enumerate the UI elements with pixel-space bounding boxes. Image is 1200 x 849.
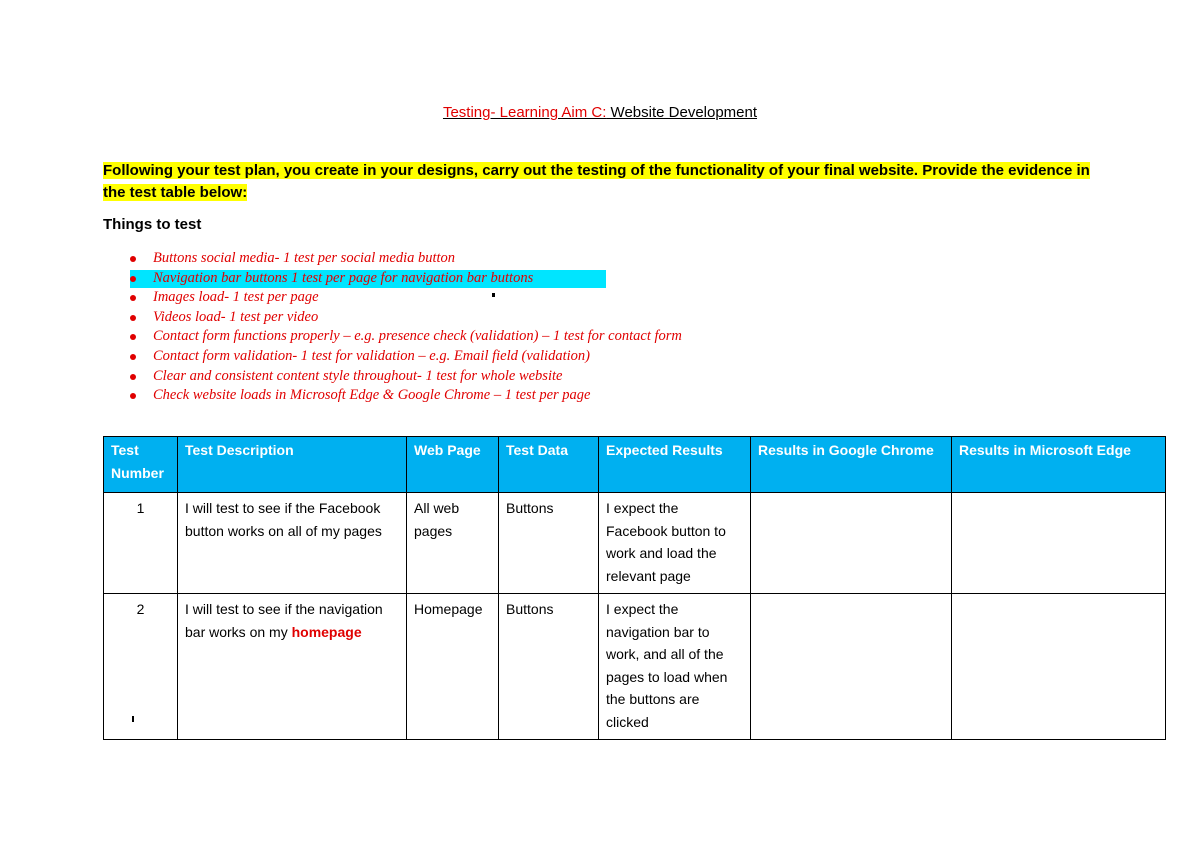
- header-test-number: Test Number: [104, 437, 178, 493]
- bullet-icon: [130, 295, 136, 301]
- cell-edge-result[interactable]: [952, 594, 1166, 740]
- things-to-test-heading: Things to test: [103, 216, 202, 233]
- list-item: Contact form validation- 1 test for validation – e.g. Email field (validation): [130, 347, 682, 367]
- cell-chrome-result[interactable]: [751, 493, 952, 594]
- cell-test-data: Buttons: [499, 493, 599, 594]
- stray-mark: [492, 293, 495, 297]
- cell-expected: I expect the Facebook button to work and load the relevant page: [599, 493, 751, 594]
- instructions-paragraph: [103, 160, 1103, 204]
- header-results-chrome: Results in Google Chrome: [751, 437, 952, 493]
- stray-mark: [132, 716, 134, 722]
- things-to-test-list: [130, 249, 682, 406]
- bullet-icon: [130, 276, 136, 282]
- cell-edge-result[interactable]: [952, 493, 1166, 594]
- bullet-icon: [130, 393, 136, 399]
- header-test-data: Test Data: [499, 437, 599, 493]
- bullet-icon: [130, 334, 136, 340]
- cell-test-data: Buttons: [499, 594, 599, 740]
- instructions-text: Following your test plan, you create in your designs, carry out the testing of the functionality of your final website. Provide the evidence in the test table below:: [103, 162, 1090, 201]
- title-black-part: Website Development: [606, 104, 758, 121]
- list-item: Check website loads in Microsoft Edge & Google Chrome – 1 test per page: [130, 386, 682, 406]
- list-item: Videos load- 1 test per video: [130, 308, 682, 328]
- list-item: Buttons social media- 1 test per social media button: [130, 249, 682, 269]
- list-item: Images load- 1 test per page: [130, 288, 682, 308]
- cell-web-page: Homepage: [407, 594, 499, 740]
- list-item: Clear and consistent content style throughout- 1 test for whole website: [130, 367, 682, 387]
- list-item-highlighted: Navigation bar buttons 1 test per page for navigation bar buttons: [130, 269, 682, 289]
- header-expected-results: Expected Results: [599, 437, 751, 493]
- bullet-icon: [130, 374, 136, 380]
- bullet-icon: [130, 315, 136, 321]
- cell-test-number: 2: [104, 594, 178, 740]
- title-red-part: Testing- Learning Aim C:: [442, 104, 607, 121]
- header-web-page: Web Page: [407, 437, 499, 493]
- cell-expected: I expect the navigation bar to work, and all of the pages to load when the buttons are clicked: [599, 594, 751, 740]
- table-row: [104, 493, 1166, 594]
- cell-description: I will test to see if the navigation bar works on my homepage: [178, 594, 407, 740]
- cell-web-page: All web pages: [407, 493, 499, 594]
- cell-test-number: 1: [104, 493, 178, 594]
- test-table: [103, 436, 1166, 740]
- table-row: [104, 594, 1166, 740]
- description-emphasis: homepage: [291, 623, 362, 640]
- bullet-icon: [130, 256, 136, 262]
- header-test-description: Test Description: [178, 437, 407, 493]
- cell-description: I will test to see if the Facebook button works on all of my pages: [178, 493, 407, 594]
- cell-chrome-result[interactable]: [751, 594, 952, 740]
- table-header-row: [104, 437, 1166, 493]
- page-title: [0, 104, 1200, 121]
- header-results-edge: Results in Microsoft Edge: [952, 437, 1166, 493]
- list-item: Contact form functions properly – e.g. presence check (validation) – 1 test for contact form: [130, 327, 682, 347]
- bullet-icon: [130, 354, 136, 360]
